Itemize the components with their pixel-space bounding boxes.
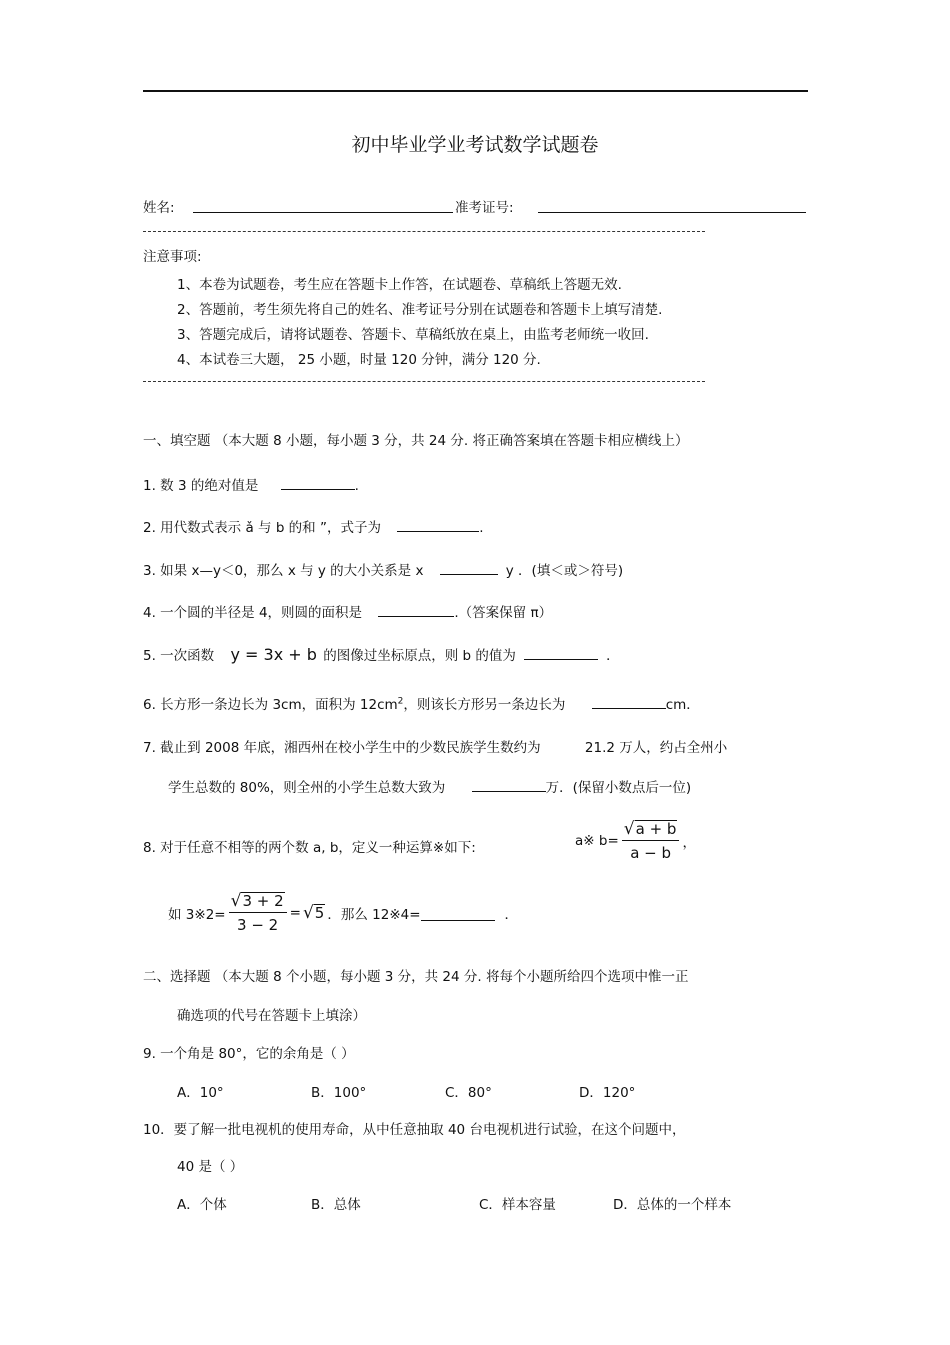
question-10: 10．要了解一批电视机的使用寿命，从中任意抽取 40 台电视机进行试验，在这个问题中， [143,1122,686,1138]
numerator: 3 + 2 [242,892,284,910]
sqrt [303,904,325,922]
question-7-line1 [143,736,727,756]
question-text: 6. 长方形一条边长为 3cm，面积为 12cm [143,697,398,713]
punct: ， [682,835,696,851]
question-text-tail: .（答案保留 π） [454,605,553,621]
section2-heading-cont: 确选项的代号在答题卡上填涂） [177,1008,366,1024]
id-blank[interactable] [538,212,806,213]
equals: = [289,905,301,921]
top-rule [143,90,808,92]
question-4 [143,601,552,621]
answer-blank[interactable] [378,602,454,617]
question-5 [143,644,620,664]
question-text: 2. 用代数式表示 ǎ 与 b 的和 ”，式子为 [143,520,381,536]
divider [143,231,705,232]
sqrt-sign: √ [623,819,635,839]
denominator: 3 − 2 [237,916,279,934]
question-text-tail: 万．(保留小数点后一位) [545,780,692,796]
operator-def: a※ b= [575,833,619,849]
example-text: 如 3※2= [168,907,226,923]
fraction [229,892,287,934]
section2-heading: 二、选择题 （本大题 8 个小题，每小题 3 分，共 24 分. 将每个小题所给四个选项中惟一正 [143,969,689,985]
name-label: 姓名: [143,200,175,216]
question-10-cont: 40 是（ ） [177,1159,244,1175]
question-6 [143,693,700,713]
question-8-text: 8. 对于任意不相等的两个数 a, b，定义一种运算※如下: [143,840,476,856]
denominator: a − b [630,844,672,862]
notice-item: 1、本卷为试题卷，考生应在答题卡上作答，在试题卷、草稿纸上答题无效. [177,277,622,293]
page-title: 初中毕业学业考试数学试题卷 [351,134,599,156]
notice-heading: 注意事项: [143,249,202,265]
question-text-tail: 21.2 万人，约占全州小 [584,740,728,756]
answer-blank[interactable] [524,645,598,660]
question-8-example [168,892,518,934]
divider [143,381,705,382]
question-9: 9. 一个角是 80°，它的余角是（ ） [143,1046,355,1062]
question-text: 1. 数 3 的绝对值是 [143,478,259,494]
radicand: 5 [314,904,325,922]
question-2 [143,516,484,536]
example-text-mid: ．那么 12※4= [327,907,421,923]
sqrt-sign: √ [230,891,242,911]
fraction [622,820,680,862]
answer-blank[interactable] [440,560,498,575]
notice-item: 2、答题前，考生须先将自己的姓名、准考证号分别在试题卷和答题卡上填写清楚. [177,302,663,318]
question-3 [143,559,623,579]
question-text: 5. 一次函数 [143,648,215,664]
question-1 [143,474,359,494]
punct: . [479,520,484,536]
option-b[interactable]: B．100° [311,1085,367,1101]
answer-blank[interactable] [397,517,479,532]
answer-blank[interactable] [421,906,495,921]
question-text: 4. 一个圆的半径是 4，则圆的面积是 [143,605,363,621]
unit: cm． [665,697,700,713]
question-text-mid: ，则该长方形另一条边长为 [403,697,566,713]
section1-heading: 一、填空题 （本大题 8 小题，每小题 3 分，共 24 分. 将正确答案填在答题卡相应横线上） [143,433,689,449]
option-d[interactable]: D．120° [579,1085,636,1101]
question-text-mid: 的图像过坐标原点，则 b 的值为 [323,648,516,664]
answer-blank[interactable] [472,777,546,792]
id-label: 准考证号: [455,200,514,216]
answer-blank[interactable] [592,694,666,709]
option-d[interactable]: D．总体的一个样本 [613,1197,732,1213]
option-a[interactable]: A．个体 [177,1197,227,1213]
option-a[interactable]: A．10° [177,1085,224,1101]
question-7-line2 [168,776,691,796]
question-text: 7. 截止到 2008 年底，湘西州在校小学生中的少数民族学生数约为 [143,740,541,756]
question-text: 学生总数的 80%，则全州的小学生总数大致为 [168,780,446,796]
option-b[interactable]: B．总体 [311,1197,361,1213]
punct: ． [504,907,519,923]
name-blank[interactable] [193,212,453,213]
notice-item: 3、答题完成后，请将试题卷、答题卡、草稿纸放在桌上，由监考老师统一收回. [177,327,649,343]
punct: . [354,478,359,494]
numerator: a + b [635,820,677,838]
superscript: 2 [397,696,404,707]
question-text: 3. 如果 x—y＜0，那么 x 与 y 的大小关系是 x [143,563,424,579]
question-text-tail: y ．(填＜或＞符号) [505,563,624,579]
answer-blank[interactable] [281,475,355,490]
sqrt-sign: √ [302,903,314,923]
notice-item: 4、本试卷三大题， 25 小题，时量 120 分钟，满分 120 分. [177,352,541,368]
option-c[interactable]: C．80° [445,1085,492,1101]
question-8-formula [575,820,696,862]
formula: y = 3x + b [230,645,317,664]
punct: ． [606,648,620,664]
option-c[interactable]: C．样本容量 [479,1197,556,1213]
